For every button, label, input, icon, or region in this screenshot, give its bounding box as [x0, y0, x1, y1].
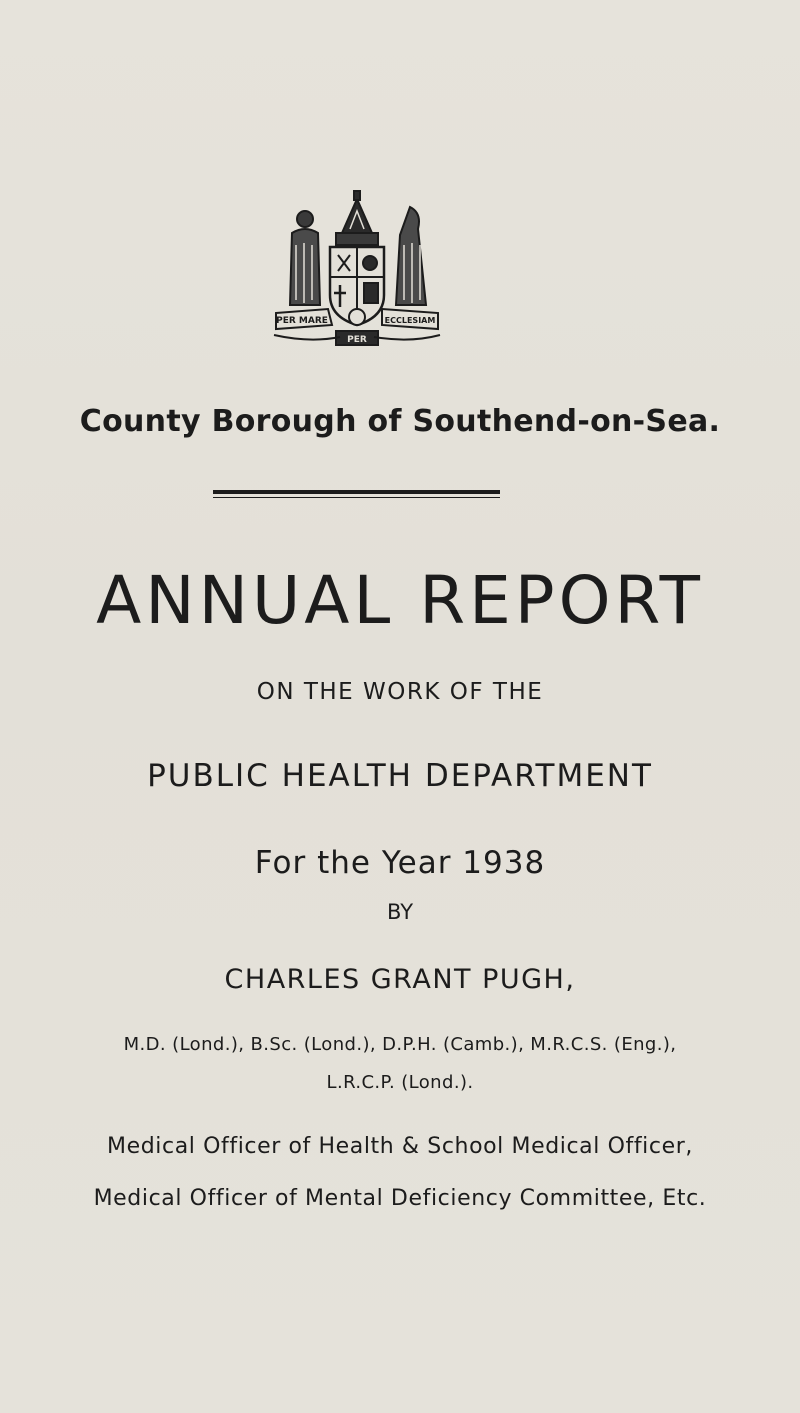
department-name: PUBLIC HEALTH DEPARTMENT: [147, 758, 653, 794]
author-qualifications-1: M.D. (Lond.), B.Sc. (Lond.), D.P.H. (Camb.), M.R.C.S. (Eng.),: [123, 1034, 677, 1055]
author-name: CHARLES GRANT PUGH,: [224, 964, 576, 995]
crest-motto-center: PER: [347, 335, 367, 345]
title-divider: [213, 490, 500, 498]
author-office-2: Medical Officer of Mental Deficiency Committee, Etc.: [93, 1186, 707, 1211]
borough-name: County Borough of Southend-on-Sea.: [79, 404, 721, 439]
crest-motto-left: PER MARE: [276, 316, 328, 326]
report-year: For the Year 1938: [254, 845, 546, 881]
coat-of-arms-icon: [270, 185, 445, 360]
author-qualifications-2: L.R.C.P. (Lond.).: [326, 1072, 474, 1093]
crest-motto-right: ECCLESIAM: [384, 316, 436, 325]
by-label: BY: [386, 900, 414, 924]
report-title: ANNUAL REPORT: [96, 562, 704, 639]
report-subtitle: ON THE WORK OF THE: [256, 679, 544, 705]
author-office-1: Medical Officer of Health & School Medical Officer,: [107, 1134, 693, 1159]
